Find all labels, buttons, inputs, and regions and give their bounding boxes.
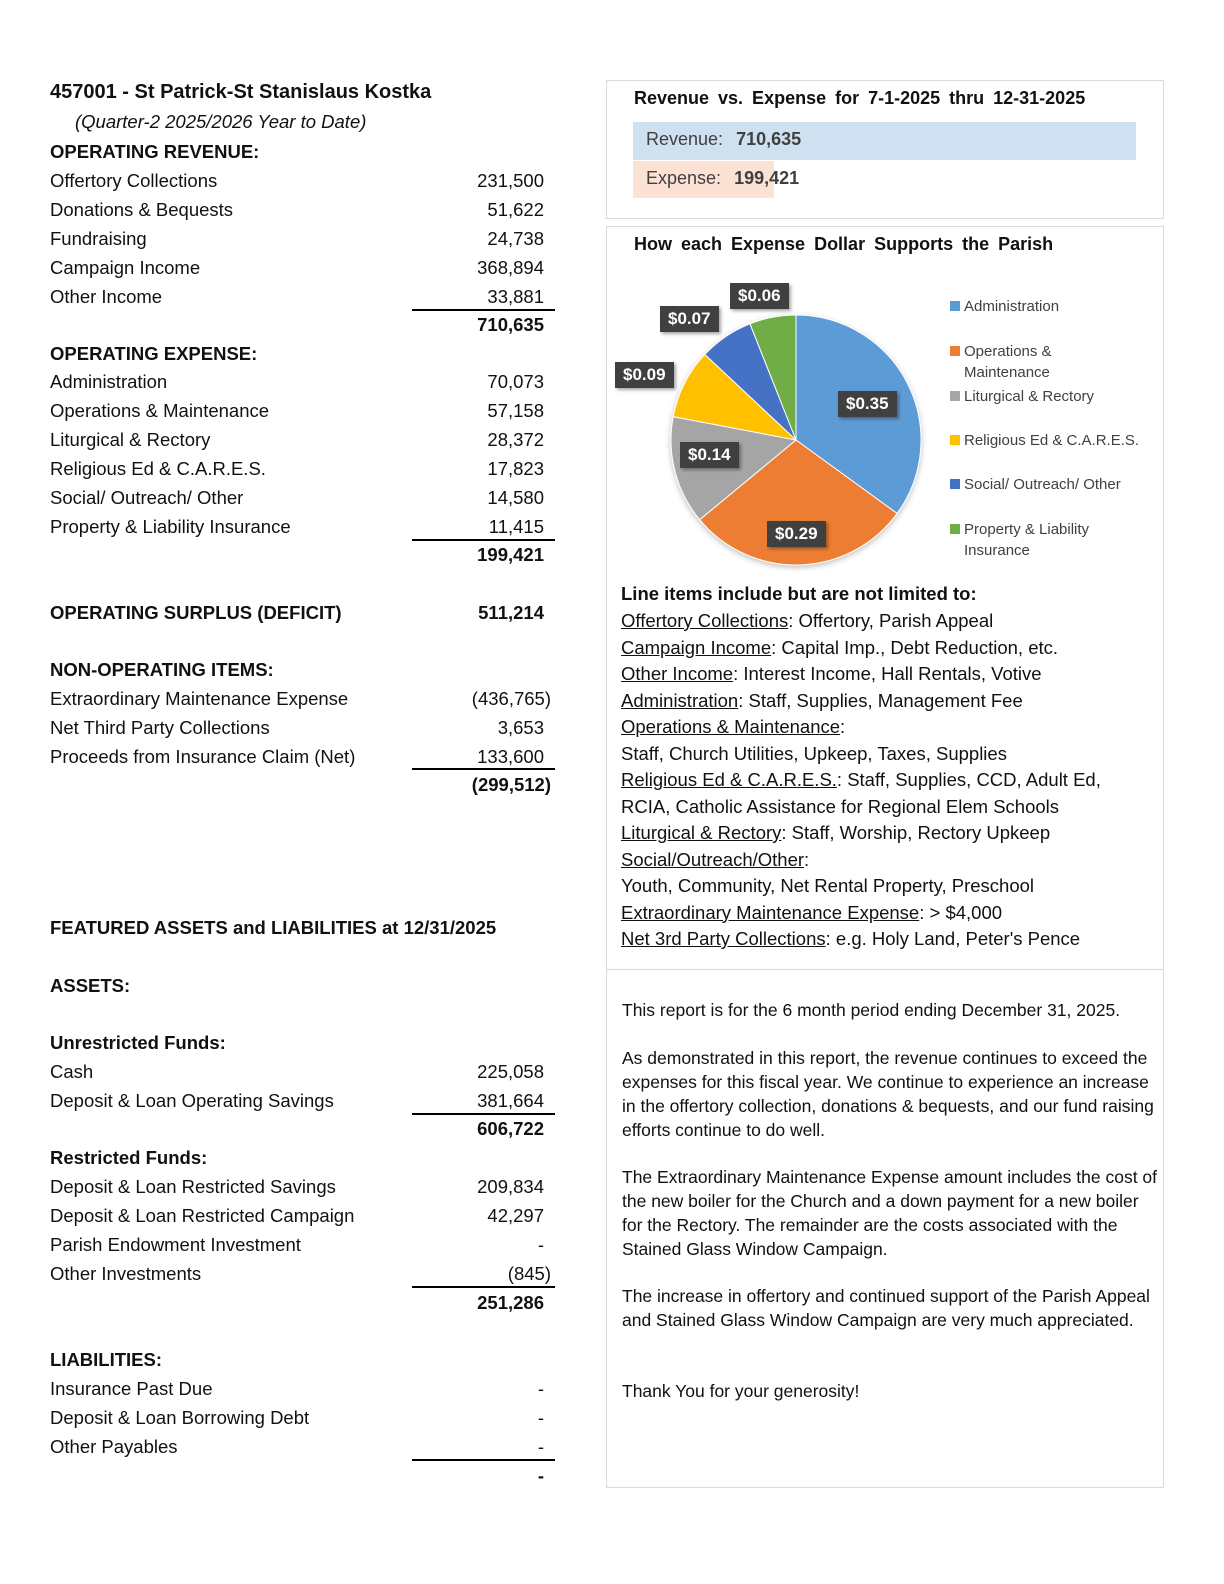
line-item-definition (621, 688, 1023, 715)
non-operating-row (50, 713, 555, 742)
line-item-description: : (804, 848, 810, 870)
asset-row (50, 1057, 555, 1086)
row-value: 33,881 (487, 286, 544, 307)
row-value: 225,058 (477, 1061, 544, 1082)
asset-row (50, 1086, 555, 1115)
line-item-term: Other Income (621, 663, 734, 684)
row-label: Deposit & Loan Borrowing Debt (50, 1407, 310, 1428)
row-label: Extraordinary Maintenance Expense (50, 688, 349, 709)
legend-label: Religious Ed & C.A.R.E.S. (964, 432, 1140, 449)
line-item-term: Liturgical & Rectory (621, 822, 782, 843)
asset-row (50, 1201, 555, 1230)
unrestricted-total-row (50, 1114, 555, 1143)
liabilities-total: - (537, 1465, 544, 1486)
expense-row (50, 454, 555, 483)
restricted-total: 251,286 (477, 1292, 544, 1313)
revenue-vs-expense-title: Revenue vs. Expense for 7-1-2025 thru 12-31-2025 (634, 88, 1086, 108)
narrative-paragraph-3: The Extraordinary Maintenance Expense amount includes the cost of the new boiler for the Church and a down payment for a new boiler for the Rectory. The remainder are the costs associated with the Stained Glass Window Campaign. (622, 1167, 1158, 1259)
row-label: Offertory Collections (50, 170, 218, 191)
line-item-definition (621, 635, 1058, 662)
expense-total-row (50, 540, 555, 569)
revenue-total-row (50, 310, 555, 339)
non-operating-row (50, 742, 555, 771)
restricted-total-row (50, 1288, 555, 1317)
row-value: 17,823 (487, 458, 544, 479)
expense-row (50, 483, 555, 512)
revenue-value: 710,635 (736, 129, 802, 149)
revenue-row (50, 166, 555, 195)
expense-label: Expense: (646, 168, 722, 188)
line-item-description: : Staff, Supplies, CCD, Adult Ed, (836, 769, 1101, 790)
row-value: 24,738 (487, 228, 544, 249)
non-operating-row (50, 684, 555, 713)
row-value: 42,297 (487, 1205, 544, 1226)
row-value: 368,894 (477, 257, 544, 278)
pie-label-operations: $0.29 (767, 521, 826, 547)
row-label: Net Third Party Collections (50, 717, 270, 738)
revenue-row (50, 224, 555, 253)
row-label: Operations & Maintenance (50, 400, 270, 421)
pie-label-social: $0.07 (660, 306, 719, 332)
pie-label-administration: $0.35 (838, 391, 897, 417)
narrative-paragraph-4: The increase in offertory and continued support of the Parish Appeal and Stained Glass Window Campaign are very much appreciated. (622, 1286, 1150, 1330)
asset-row (50, 1230, 555, 1259)
legend-label: Liturgical & Rectory (964, 388, 1095, 405)
line-item-definition (621, 714, 845, 741)
line-item-term: Offertory Collections (621, 610, 789, 631)
legend-operations (950, 341, 1074, 383)
row-label: Other Income (50, 286, 163, 307)
row-value: 209,834 (477, 1176, 544, 1197)
liabilities-heading: LIABILITIES: (50, 1349, 163, 1370)
row-label: Religious Ed & C.A.R.E.S. (50, 458, 266, 479)
expense-row (50, 396, 555, 425)
legend-label: Social/ Outreach/ Other (964, 476, 1121, 493)
line-item-definition (621, 873, 1034, 900)
liabilities-total-row (50, 1461, 555, 1490)
narrative-paragraph-5: Thank You for your generosity! (622, 1381, 860, 1401)
legend-social (950, 474, 1121, 495)
non-operating-total: (299,512) (471, 774, 551, 795)
line-item-term: Religious Ed & C.A.R.E.S. (621, 769, 837, 790)
narrative-paragraph-1: This report is for the 6 month period ending December 31, 2025. (622, 1000, 1121, 1020)
expense-row (50, 425, 555, 454)
legend-administration (950, 296, 1059, 317)
revenue-row (50, 195, 555, 224)
report-subtitle: (Quarter-2 2025/2026 Year to Date) (75, 111, 367, 132)
expense-row (50, 512, 555, 541)
operating-surplus-row (50, 598, 555, 627)
expense-total: 199,421 (477, 544, 544, 565)
line-item-term: Operations & Maintenance (621, 716, 841, 737)
revenue-row (50, 282, 555, 311)
revenue-label: Revenue: (646, 129, 724, 149)
row-value: (845) (507, 1263, 551, 1284)
legend-swatch (950, 479, 960, 489)
row-label: Parish Endowment Investment (50, 1234, 301, 1255)
unrestricted-total: 606,722 (477, 1118, 544, 1139)
row-label: Property & Liability Insurance (50, 516, 291, 537)
assets-liabilities-heading: FEATURED ASSETS and LIABILITIES at 12/31/2025 (50, 917, 497, 938)
row-label: Proceeds from Insurance Claim (Net) (50, 746, 356, 767)
row-label: Liturgical & Rectory (50, 429, 211, 450)
legend-property (950, 519, 1114, 561)
pie-label-religious-ed: $0.09 (615, 362, 674, 388)
row-label: Deposit & Loan Restricted Campaign (50, 1205, 355, 1226)
line-item-description: : e.g. Holy Land, Peter's Pence (825, 928, 1081, 949)
row-value: 14,580 (487, 487, 544, 508)
line-items-heading: Line items include but are not limited to: (621, 583, 977, 604)
liability-row (50, 1403, 555, 1432)
line-item-term: Campaign Income (621, 636, 772, 658)
asset-row (50, 1172, 555, 1201)
unrestricted-funds-heading: Unrestricted Funds: (50, 1032, 226, 1053)
row-label: Deposit & Loan Restricted Savings (50, 1176, 336, 1197)
row-value: - (537, 1378, 544, 1399)
row-label: Insurance Past Due (50, 1378, 213, 1399)
legend-swatch (950, 346, 960, 356)
legend-liturgical (950, 386, 1094, 407)
row-label: Cash (50, 1061, 94, 1082)
legend-label: Operations & Maintenance (964, 343, 1052, 381)
row-label: Fundraising (50, 228, 147, 249)
legend-label: Property & Liability Insurance (964, 521, 1090, 559)
row-label: Administration (50, 371, 168, 392)
row-value: 3,653 (497, 717, 544, 738)
legend-religious-ed (950, 430, 1139, 451)
line-item-description: Youth, Community, Net Rental Property, Preschool (621, 875, 1035, 896)
line-item-term: Administration (621, 689, 739, 711)
line-item-description: : > $4,000 (919, 901, 1003, 923)
pie-chart-title: How each Expense Dollar Supports the Parish (634, 234, 1054, 254)
line-item-description: : Staff, Supplies, Management Fee (738, 689, 1023, 711)
row-value: - (537, 1436, 544, 1457)
row-label: Deposit & Loan Operating Savings (50, 1090, 334, 1111)
liability-row (50, 1432, 555, 1461)
line-item-definition (621, 820, 1050, 847)
line-item-definition (621, 794, 1059, 821)
row-value: 133,600 (477, 746, 544, 767)
line-item-definition (621, 767, 1101, 794)
line-item-description: : Interest Income, Hall Rentals, Votive (733, 663, 1042, 684)
expense-row (50, 367, 555, 396)
row-label: Donations & Bequests (50, 199, 234, 220)
row-value: (436,765) (471, 688, 551, 709)
revenue-line (646, 129, 801, 150)
row-value: - (537, 1234, 544, 1255)
line-item-definition (621, 741, 1007, 768)
revenue-total: 710,635 (477, 314, 544, 335)
line-item-definition (621, 608, 993, 635)
legend-swatch (950, 301, 960, 311)
line-item-term: Net 3rd Party Collections (621, 928, 826, 949)
line-item-description: : Capital Imp., Debt Reduction, etc. (771, 636, 1059, 658)
liability-row (50, 1374, 555, 1403)
row-value: - (537, 1407, 544, 1428)
assets-heading: ASSETS: (50, 975, 131, 996)
legend-label: Administration (964, 298, 1060, 315)
expense-value: 199,421 (734, 168, 800, 188)
row-label: Campaign Income (50, 257, 201, 278)
line-item-definition (621, 847, 809, 874)
pie-label-liturgical: $0.14 (680, 442, 739, 468)
line-item-term: Social/Outreach/Other (621, 848, 805, 870)
narrative-paragraph-2: As demonstrated in this report, the revenue continues to exceed the expenses for this fiscal year. We continue to experience an increase in the offertory collection, donations & bequests, and our fund raising efforts continue to do well. (622, 1048, 1154, 1140)
line-item-definition (621, 926, 1080, 953)
line-item-definition (621, 661, 1042, 688)
operating-surplus-label: OPERATING SURPLUS (DEFICIT) (50, 602, 342, 623)
row-value: 28,372 (487, 429, 544, 450)
report-title: 457001 - St Patrick-St Stanislaus Kostka (50, 81, 432, 103)
line-item-description: : (840, 716, 846, 737)
row-value: 70,073 (487, 371, 544, 392)
line-item-description: Staff, Church Utilities, Upkeep, Taxes, Supplies (621, 742, 1007, 764)
legend-swatch (950, 435, 960, 445)
line-item-description: : Staff, Worship, Rectory Upkeep (781, 822, 1051, 843)
row-label: Other Payables (50, 1436, 178, 1457)
row-value: 381,664 (477, 1090, 544, 1111)
line-item-term: Extraordinary Maintenance Expense (621, 901, 920, 923)
row-value: 11,415 (488, 516, 544, 537)
operating-expense-heading: OPERATING EXPENSE: (50, 343, 258, 364)
operating-surplus-value: 511,214 (478, 602, 544, 623)
legend-swatch (950, 391, 960, 401)
line-item-definition (621, 900, 1002, 927)
pie-label-property: $0.06 (730, 283, 789, 309)
operating-revenue-heading: OPERATING REVENUE: (50, 141, 260, 162)
row-value: 51,622 (487, 199, 544, 220)
line-item-description: : Offertory, Parish Appeal (788, 610, 994, 631)
restricted-funds-heading: Restricted Funds: (50, 1147, 208, 1168)
row-value: 57,158 (487, 400, 544, 421)
non-operating-total-row (50, 770, 555, 799)
line-item-description: RCIA, Catholic Assistance for Regional Elem Schools (621, 795, 1060, 817)
non-operating-heading: NON-OPERATING ITEMS: (50, 659, 274, 680)
asset-row (50, 1259, 555, 1288)
expense-line (646, 168, 799, 189)
row-value: 231,500 (477, 170, 544, 191)
row-label: Other Investments (50, 1263, 202, 1284)
revenue-row (50, 253, 555, 282)
row-label: Social/ Outreach/ Other (50, 487, 244, 508)
legend-swatch (950, 524, 960, 534)
